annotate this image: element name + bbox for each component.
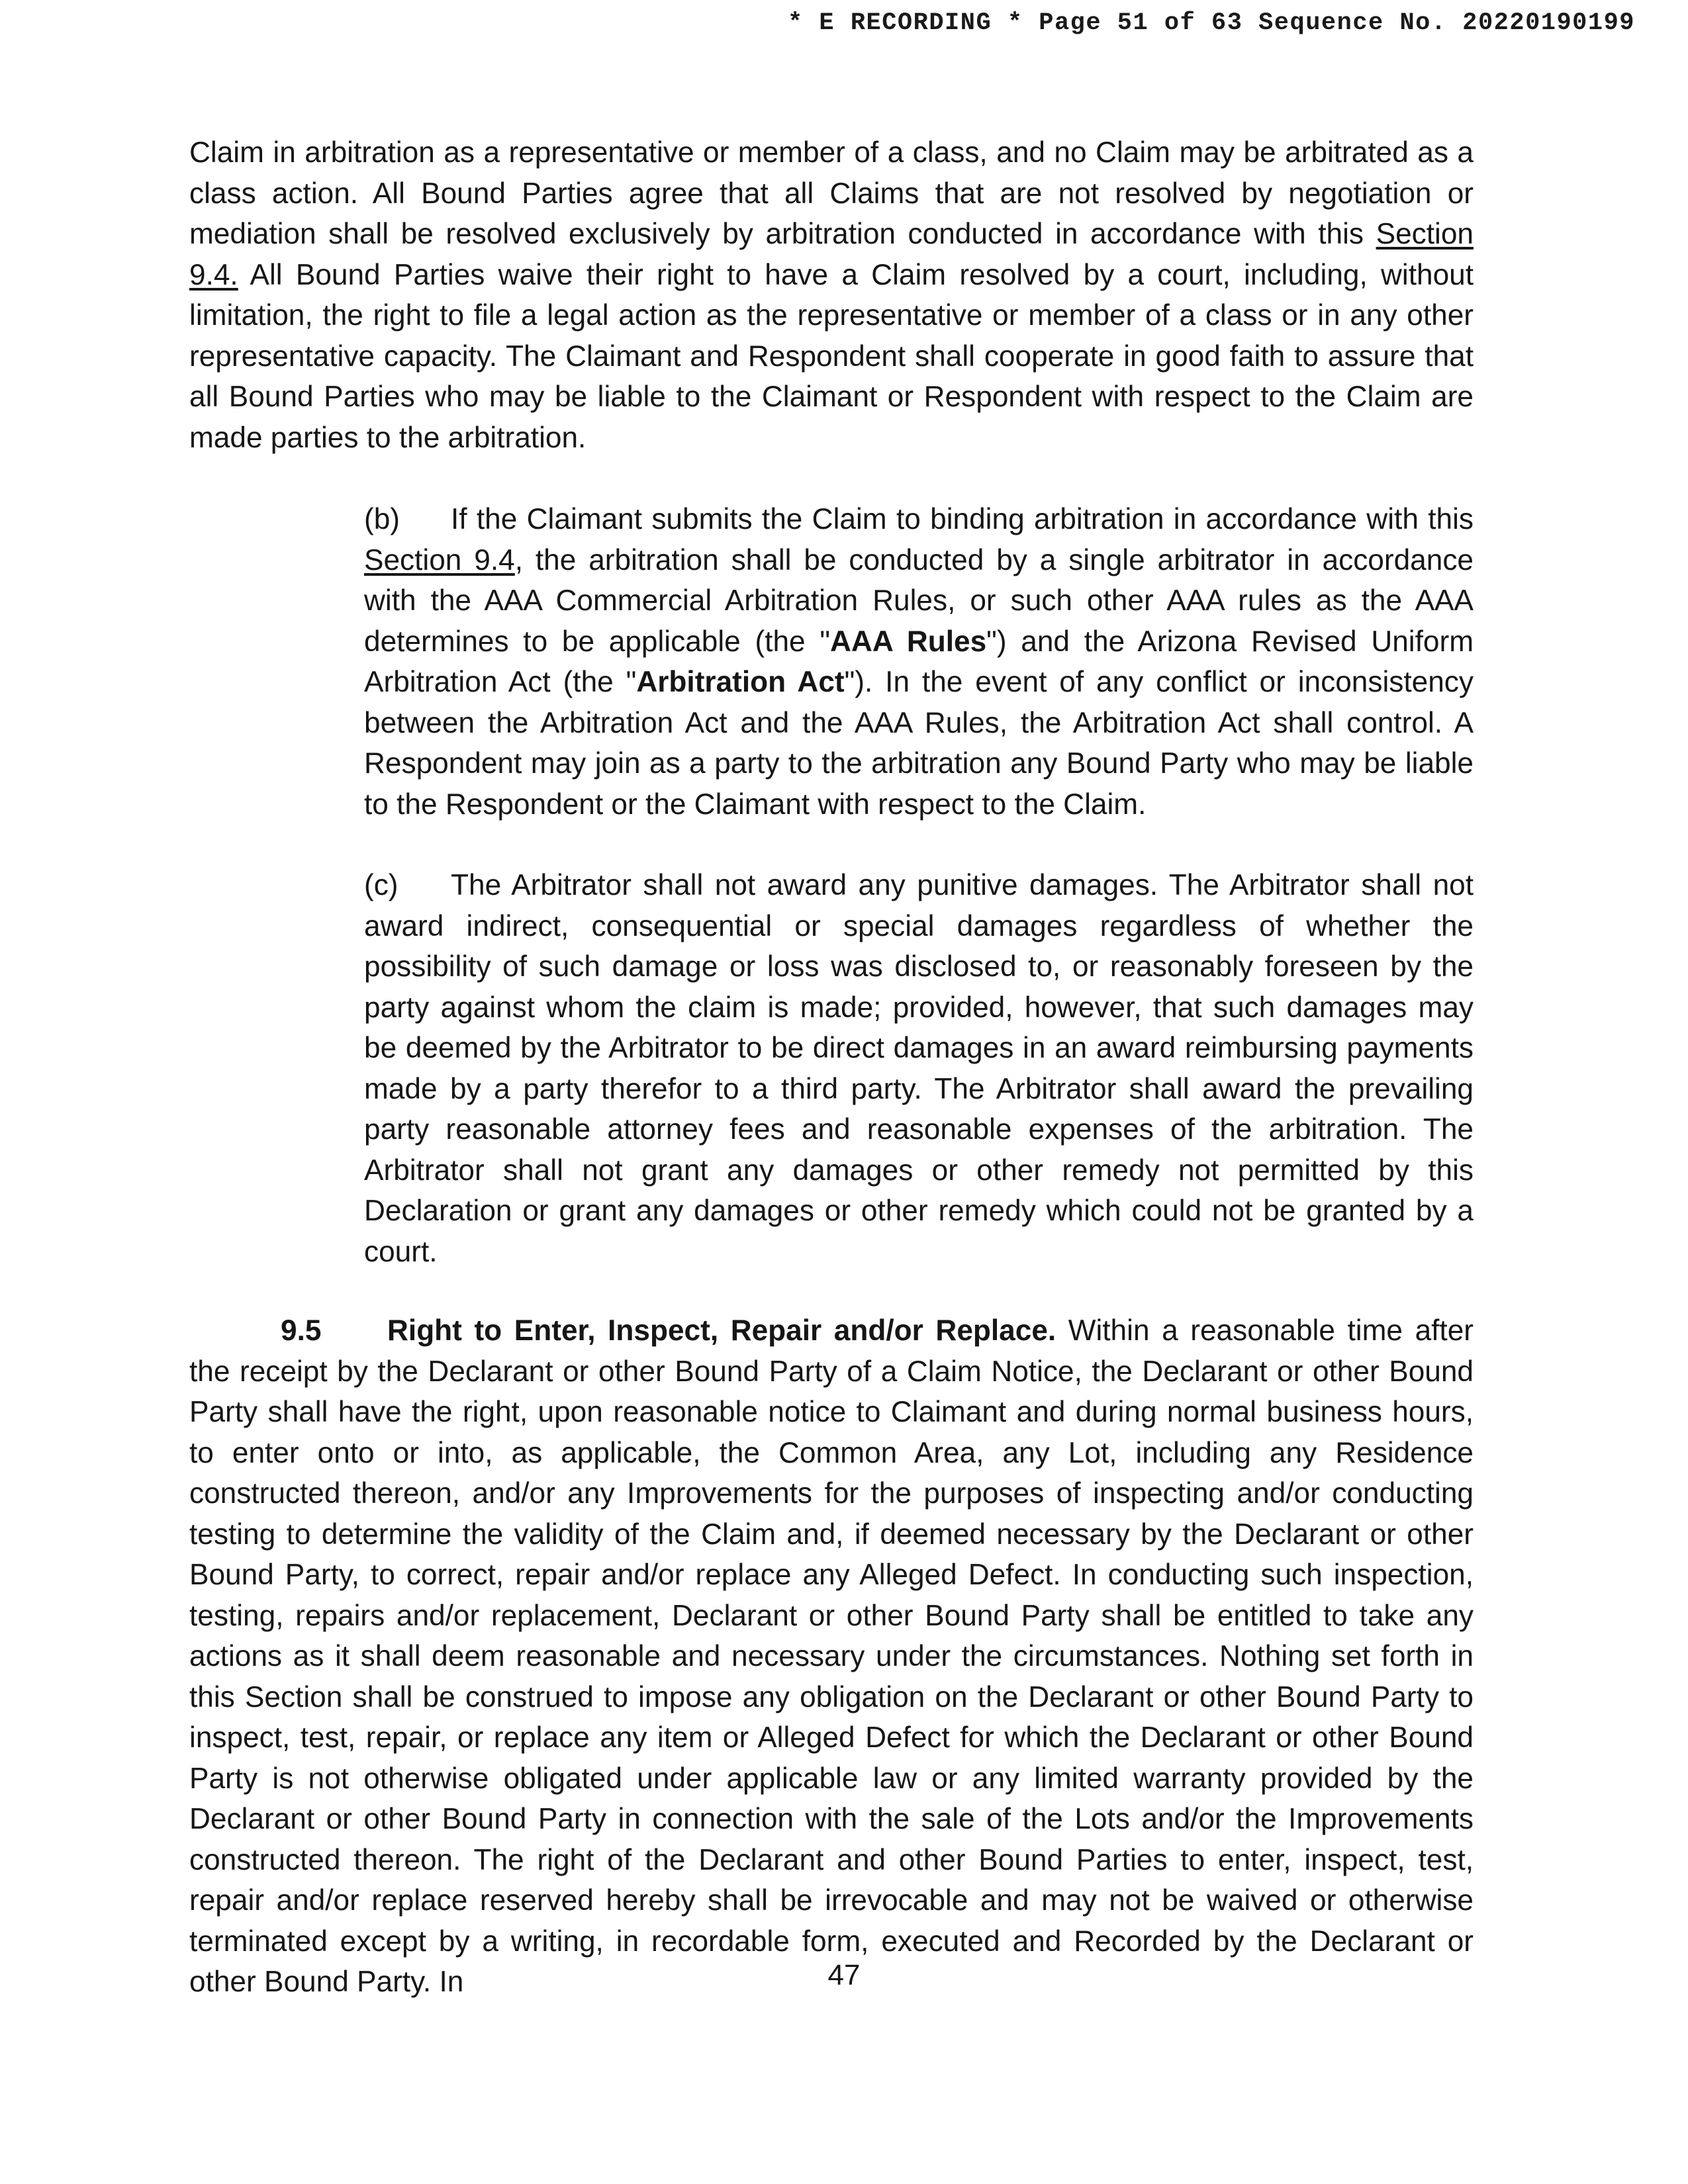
paragraph-text: ") and the Arizona Revised Uniform Arbitration Act (the "	[364, 625, 1474, 698]
paragraph-text: , the arbitration shall be conducted by a single arbitrator in accordance with the AAA Commercial Arbitration Rules, or such other AAA rules as the AAA determines to be applicable (the "	[364, 543, 1474, 658]
section-reference-link: Section 9.4.	[189, 218, 1474, 291]
section-reference-link: Section 9.4	[364, 543, 515, 576]
section-title: Right to Enter, Inspect, Repair and/or Replace.	[387, 1314, 1056, 1347]
paragraph-text: All Bound Parties waive their right to have a Claim resolved by a court, including, without limitation, the right to file a legal action as the representative or member of a class or in any other representative capacity. The Claimant and Respondent shall cooperate in good faith to assure that all Bound Parties who may be liable to the Claimant or Respondent with respect to the Claim are made parties to the arbitration.	[189, 258, 1474, 454]
subsection-label: (c)	[364, 869, 399, 901]
paragraph-text: If the Claimant submits the Claim to binding arbitration in accordance with this	[451, 503, 1474, 535]
paragraph-b-binding-arbitration	[189, 499, 1474, 825]
page-number: 47	[827, 1959, 861, 1991]
paragraph-text: "). In the event of any conflict or inconsistency between the Arbitration Act and the AAA Rules, the Arbitration Act shall control. A Respondent may join as a party to the arbitration any Bound Party who may be liable to the Respondent or the Claimant with respect to the Claim.	[364, 666, 1474, 821]
paragraph-c-damages	[189, 865, 1474, 1272]
subsection-label: (b)	[364, 503, 400, 535]
section-9-5	[189, 1310, 1474, 2003]
recording-header: * E RECORDING * Page 51 of 63 Sequence No. 20220190199	[788, 9, 1635, 37]
paragraph-text: Within a reasonable time after the receipt by the Declarant or other Bound Party of a Claim Notice, the Declarant or other Bound Party shall have the right, upon reasonable notice to Claimant and during normal business hours, to enter onto or into, as applicable, the Common Area, any Lot, including any Residence constructed thereon, and/or any Improvements for the purposes of inspecting and/or conducting testing to determine the validity of the Claim and, if deemed necessary by the Declarant or other Bound Party, to correct, repair and/or replace any Alleged Defect. In conducting such inspection, testing, repairs and/or replacement, Declarant or other Bound Party shall be entitled to take any actions as it shall deem reasonable and necessary under the circumstances. Nothing set forth in this Section shall be construed to impose any obligation on the Declarant or other Bound Party to inspect, test, repair, or replace any item or Alleged Defect for which the Declarant or other Bound Party is not otherwise obligated under applicable law or any limited warranty provided by the Declarant or other Bound Party in connection with the sale of the Lots and/or the Improvements constructed thereon. The right of the Declarant and other Bound Parties to enter, inspect, test, repair and/or replace reserved hereby shall be irrevocable and may not be waived or otherwise terminated except by a writing, in recordable form, executed and Recorded by the Declarant or other Bound Party. In	[189, 1314, 1474, 1998]
paragraph-class-action-waiver	[189, 132, 1474, 458]
paragraph-text: Claim in arbitration as a representative or member of a class, and no Claim may be arbitrated as a class action. All Bound Parties agree that all Claims that are not resolved by negotiation or mediation shall be resolved exclusively by arbitration conducted in accordance with this	[189, 136, 1474, 250]
document-body	[189, 132, 1474, 2003]
defined-term-arbitration-act: Arbitration Act	[636, 666, 845, 698]
paragraph-text: The Arbitrator shall not award any punitive damages. The Arbitrator shall not award indirect, consequential or special damages regardless of whether the possibility of such damage or loss was disclosed to, or reasonably foreseen by the party against whom the claim is made; provided, however, that such damages may be deemed by the Arbitrator to be direct damages in an award reimbursing payments made by a party therefor to a third party. The Arbitrator shall award the prevailing party reasonable attorney fees and reasonable expenses of the arbitration. The Arbitrator shall not grant any damages or other remedy not permitted by this Declaration or grant any damages or other remedy which could not be granted by a court.	[364, 869, 1474, 1268]
section-number: 9.5	[281, 1314, 322, 1347]
defined-term-aaa-rules: AAA Rules	[830, 625, 987, 658]
